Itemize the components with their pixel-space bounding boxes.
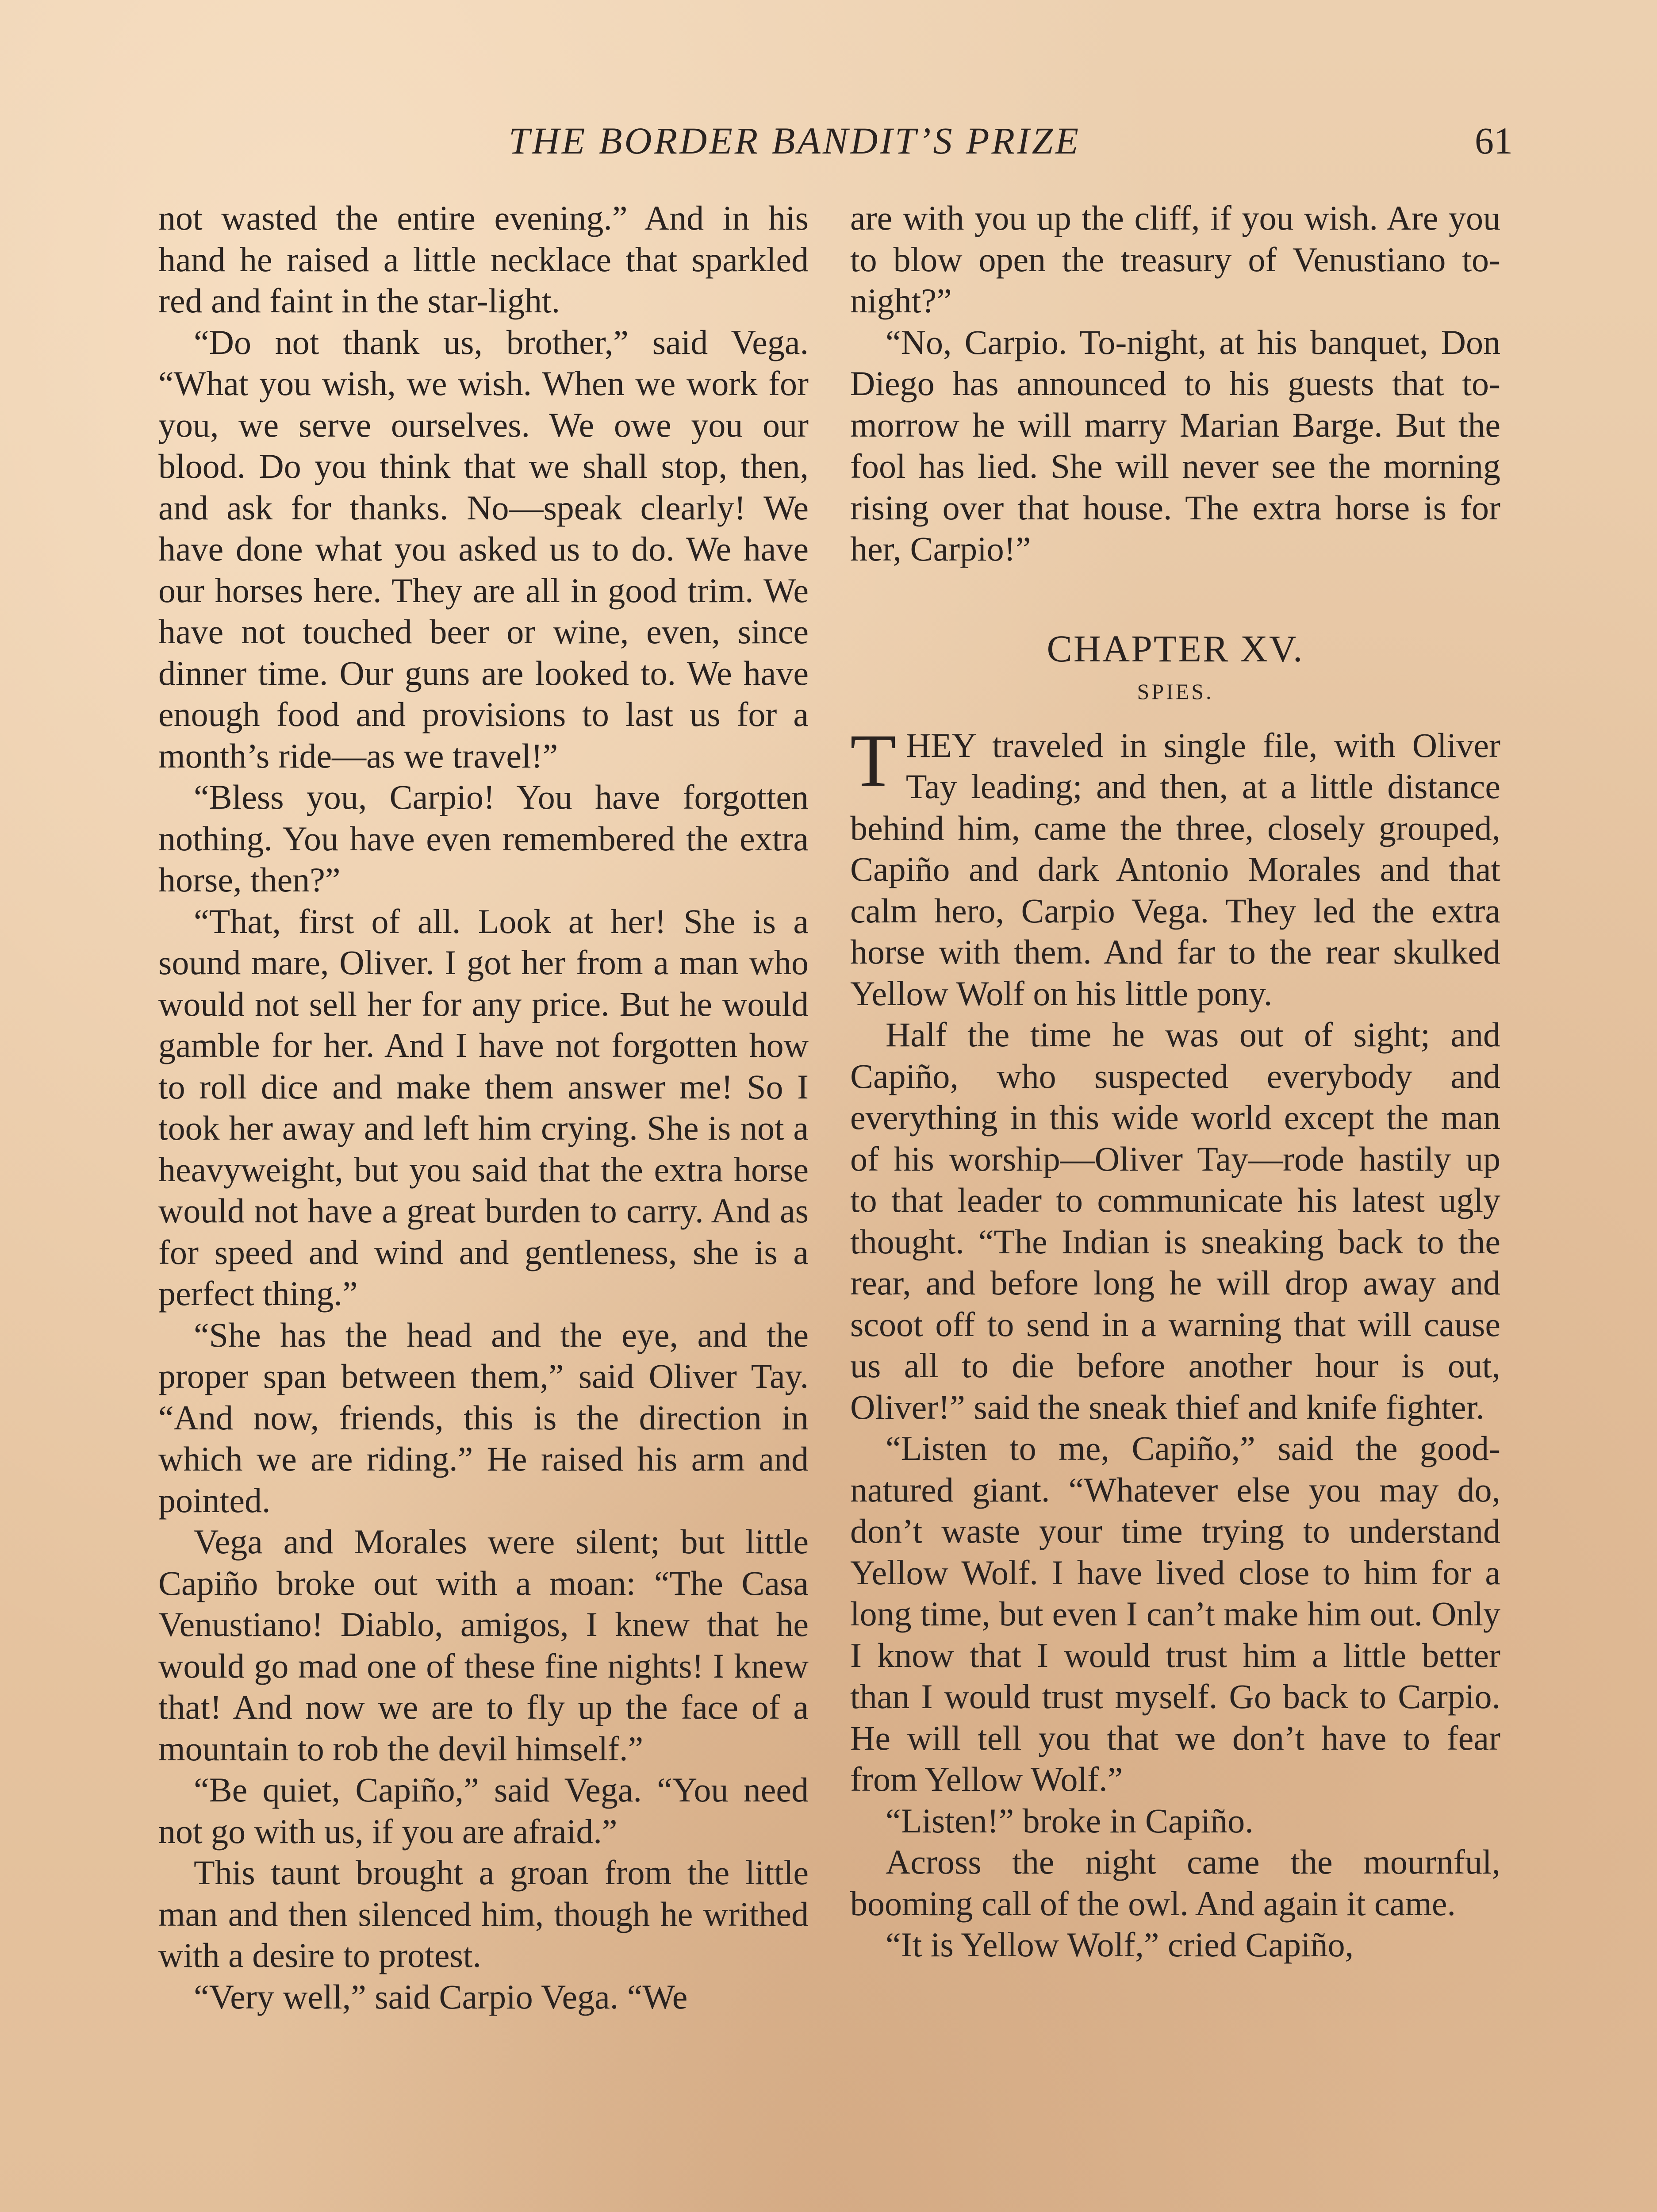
page-header <box>159 119 1513 167</box>
chapter-first-text: HEY traveled in single file, with Oliver Tay leading; and then, at a little distance behind him, came the three, closely grouped, Capiño and dark Antonio Morales and that calm hero, Carpio Vega. They led the extra horse with them. And far to the rear skulked Yellow Wolf on his little pony. <box>850 726 1500 1013</box>
left-column <box>158 197 809 2017</box>
paragraph: Half the time he was out of sight; and Capiño, who suspected everybody and everything in this wide world except the man of his worship—Oliver Tay—rode hastily up to that leader to communicate his latest ugly thought. “The Indian is sneaking back to the rear, and before long he will drop away and scoot off to send in a warning that will cause us all to die before another hour is out, Oliver!” said the sneak thief and knife fighter. <box>850 1015 1500 1426</box>
running-head: THE BORDER BANDIT’S PRIZE <box>509 119 1081 162</box>
paragraph: “She has the head and the eye, and the proper span between them,” said Oliver Tay. “And now, friends, this is the direction in which we are riding.” He raised his arm and pointed. <box>158 1315 809 1520</box>
paragraph: Vega and Morales were silent; but little Capiño broke out with a moan: “The Casa Venustiano! Diablo, amigos, I knew that he would go mad one of these fine nights! I knew that! And now we are to fly up the face of a mountain to rob the devil himself.” <box>158 1522 809 1768</box>
paragraph: “Listen to me, Capiño,” said the good-natured giant. “Whatever else you may do, don’t waste your time trying to understand Yellow Wolf. I have lived close to him for a long time, but even I can’t make him out. Only I know that I would trust him a little better than I would trust myself. Go back to Carpio. He will tell you that we don’t have to fear from Yellow Wolf.” <box>850 1429 1500 1798</box>
paragraph: not wasted the entire evening.” And in his hand he raised a little necklace that sparkled red and faint in the star-light. <box>158 199 809 320</box>
paragraph: “Be quiet, Capiño,” said Vega. “You need not go with us, if you are afraid.” <box>158 1770 809 1851</box>
page-number: 61 <box>1475 119 1513 162</box>
chapter-title: CHAPTER XV. <box>1047 627 1304 670</box>
chapter-subtitle: SPIES. <box>1137 679 1214 704</box>
paragraph: This taunt brought a groan from the little man and then silenced him, though he writhed with a desire to protest. <box>158 1853 809 1974</box>
paragraph: “Do not thank us, brother,” said Vega. “What you wish, we wish. When we work for you, we serve ourselves. We owe you our blood. Do you think that we shall stop, then, and ask for thanks. No—speak clearly! We have done what you asked us to do. We have our horses here. They are all in good trim. We have not touched beer or wine, even, since dinner time. Our guns are looked to. We have enough food and provisions to last us for a month’s ride—as we travel!” <box>158 323 809 775</box>
paragraph: “Very well,” said Carpio Vega. “We <box>194 1977 688 2016</box>
paragraph: “Bless you, Carpio! You have forgotten nothing. You have even remembered the extra horse, then?” <box>158 778 809 899</box>
chapter-first-paragraph <box>850 718 1500 1014</box>
paragraph: are with you up the cliff, if you wish. Are you to blow open the treasury of Venustiano to-night?” <box>850 199 1500 320</box>
paragraph: “That, first of all. Look at her! She is a sound mare, Oliver. I got her from a man who would not sell her for any price. But he would gamble for her. And I have not forgotten how to roll dice and make them answer me! So I took her away and left him crying. She is not a heavyweight, but you said that the extra horse would not have a great burden to carry. And as for speed and wind and gentleness, she is a perfect thing.” <box>158 902 809 1313</box>
right-column <box>850 197 1500 1966</box>
paragraph: “Listen!” broke in Capiño. <box>886 1801 1254 1840</box>
paragraph: Across the night came the mournful, booming call of the owl. And again it came. <box>850 1843 1500 1923</box>
paragraph: “No, Carpio. To-night, at his banquet, Don Diego has announced to his guests that to-morrow he will marry Marian Barge. But the fool has lied. She will never see the morning rising over that house. The extra horse is for her, Carpio!” <box>850 323 1500 568</box>
paragraph: “It is Yellow Wolf,” cried Capiño, <box>886 1925 1354 1964</box>
drop-cap: T <box>850 718 896 802</box>
